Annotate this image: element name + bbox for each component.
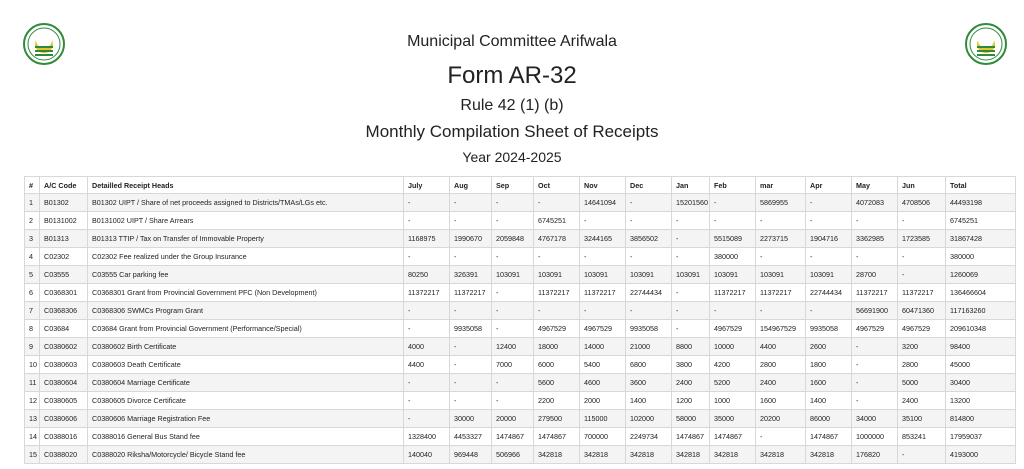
table-cell: - [852, 356, 898, 374]
table-cell: 7 [25, 302, 40, 320]
table-cell: 4767178 [534, 230, 580, 248]
table-cell: - [450, 194, 492, 212]
table-cell: - [492, 374, 534, 392]
table-cell: 2800 [898, 356, 946, 374]
table-cell: 342818 [806, 446, 852, 464]
table-cell: - [806, 248, 852, 266]
table-cell: 2273715 [756, 230, 806, 248]
table-row [25, 248, 1016, 266]
table-cell: 44493198 [946, 194, 1016, 212]
table-cell: 103091 [710, 266, 756, 284]
table-cell: 2200 [534, 392, 580, 410]
table-cell: B01313 TTIP / Tax on Transfer of Immovable Property [88, 230, 404, 248]
table-cell: 31867428 [946, 230, 1016, 248]
table-cell: C02302 [40, 248, 88, 266]
table-cell: 14 [25, 428, 40, 446]
table-cell: 209610348 [946, 320, 1016, 338]
table-cell: - [626, 248, 672, 266]
table-cell: 117163260 [946, 302, 1016, 320]
table-cell: 1400 [806, 392, 852, 410]
table-cell: 1800 [806, 356, 852, 374]
table-cell: 21000 [626, 338, 672, 356]
table-cell: 8 [25, 320, 40, 338]
table-row [25, 356, 1016, 374]
table-cell: 9 [25, 338, 40, 356]
table-cell: 3362985 [852, 230, 898, 248]
table-cell: 6 [25, 284, 40, 302]
table-cell: 1200 [672, 392, 710, 410]
table-cell: - [710, 302, 756, 320]
table-cell: - [404, 320, 450, 338]
table-cell: 969448 [450, 446, 492, 464]
table-cell: - [492, 392, 534, 410]
table-cell: 15 [25, 446, 40, 464]
table-cell: 7000 [492, 356, 534, 374]
table-cell: 9935058 [626, 320, 672, 338]
table-cell: 8800 [672, 338, 710, 356]
table-cell: - [492, 194, 534, 212]
table-cell: 103091 [626, 266, 672, 284]
table-cell: 102000 [626, 410, 672, 428]
table-row [25, 212, 1016, 230]
table-cell: 140040 [404, 446, 450, 464]
table-cell: - [852, 374, 898, 392]
table-cell: 5 [25, 266, 40, 284]
table-cell: 279500 [534, 410, 580, 428]
table-cell: 20200 [756, 410, 806, 428]
table-cell: 814800 [946, 410, 1016, 428]
table-cell: 342818 [626, 446, 672, 464]
table-cell: C03684 [40, 320, 88, 338]
table-cell: 5515089 [710, 230, 756, 248]
table-cell: 30400 [946, 374, 1016, 392]
table-cell: 35000 [710, 410, 756, 428]
table-cell: 10 [25, 356, 40, 374]
column-header: A/C Code [40, 177, 88, 194]
table-cell: 1400 [626, 392, 672, 410]
table-cell: - [898, 446, 946, 464]
table-cell: - [450, 248, 492, 266]
column-header: May [852, 177, 898, 194]
table-cell: C0388016 [40, 428, 88, 446]
table-cell: 4072083 [852, 194, 898, 212]
table-cell: 11372217 [580, 284, 626, 302]
table-cell: 5869955 [756, 194, 806, 212]
table-cell: 342818 [710, 446, 756, 464]
table-cell: 12 [25, 392, 40, 410]
table-cell: 103091 [534, 266, 580, 284]
table-cell: C0380602 Birth Certificate [88, 338, 404, 356]
table-cell: 34000 [852, 410, 898, 428]
table-row [25, 302, 1016, 320]
table-cell: - [626, 212, 672, 230]
table-cell: - [450, 212, 492, 230]
table-cell: 4 [25, 248, 40, 266]
table-cell: 342818 [672, 446, 710, 464]
table-cell: C0368301 Grant from Provincial Government PFC (Non Development) [88, 284, 404, 302]
table-cell: 11372217 [534, 284, 580, 302]
table-cell: 60471360 [898, 302, 946, 320]
table-cell: - [672, 230, 710, 248]
table-cell: 1000 [710, 392, 756, 410]
table-cell: C0380606 [40, 410, 88, 428]
table-cell: C0380603 [40, 356, 88, 374]
organization-title: Municipal Committee Arifwala [407, 33, 617, 50]
table-cell: - [580, 302, 626, 320]
table-cell: - [534, 302, 580, 320]
table-cell: 13 [25, 410, 40, 428]
column-header: mar [756, 177, 806, 194]
table-cell: 4400 [404, 356, 450, 374]
table-cell: C03555 [40, 266, 88, 284]
table-cell: 103091 [672, 266, 710, 284]
table-cell: 342818 [534, 446, 580, 464]
table-cell: 28700 [852, 266, 898, 284]
table-cell: - [404, 302, 450, 320]
table-cell: - [672, 248, 710, 266]
table-cell: 30000 [450, 410, 492, 428]
table-row [25, 284, 1016, 302]
table-cell: 11372217 [756, 284, 806, 302]
table-cell: - [672, 284, 710, 302]
table-cell: 342818 [756, 446, 806, 464]
table-cell: 4193000 [946, 446, 1016, 464]
table-cell: - [404, 374, 450, 392]
table-cell: 1474867 [672, 428, 710, 446]
table-cell: C03684 Grant from Provincial Government (Performance/Special) [88, 320, 404, 338]
table-cell: - [898, 266, 946, 284]
table-cell: - [756, 428, 806, 446]
column-header: Detailled Receipt Heads [88, 177, 404, 194]
table-cell: B01302 [40, 194, 88, 212]
table-cell: 4400 [756, 338, 806, 356]
table-row [25, 374, 1016, 392]
table-cell: 11 [25, 374, 40, 392]
column-header: Feb [710, 177, 756, 194]
table-cell: 9935058 [806, 320, 852, 338]
table-cell: - [450, 374, 492, 392]
table-cell: 4967529 [580, 320, 626, 338]
table-cell: - [450, 356, 492, 374]
table-cell: 853241 [898, 428, 946, 446]
table-cell: 6745251 [946, 212, 1016, 230]
table-cell: B0131002 UIPT / Share Arrears [88, 212, 404, 230]
table-row [25, 266, 1016, 284]
table-cell: 11372217 [898, 284, 946, 302]
table-cell: 14000 [580, 338, 626, 356]
table-cell: 58000 [672, 410, 710, 428]
table-cell: C0380603 Death Certificate [88, 356, 404, 374]
table-cell: 4200 [710, 356, 756, 374]
table-cell: 4967529 [534, 320, 580, 338]
table-cell: 11372217 [710, 284, 756, 302]
table-cell: - [492, 248, 534, 266]
column-header: # [25, 177, 40, 194]
form-title: Form AR-32 [447, 62, 577, 89]
table-cell: - [710, 212, 756, 230]
table-cell: C0380604 [40, 374, 88, 392]
column-header: Sep [492, 177, 534, 194]
table-cell: - [492, 320, 534, 338]
table-cell: 15201560 [672, 194, 710, 212]
table-cell: 22744434 [806, 284, 852, 302]
table-cell: 1600 [806, 374, 852, 392]
table-row [25, 410, 1016, 428]
rule-reference: Rule 42 (1) (b) [460, 97, 564, 114]
column-header: Oct [534, 177, 580, 194]
table-cell: - [756, 212, 806, 230]
table-cell: 380000 [946, 248, 1016, 266]
table-cell: C0380604 Marriage Certificate [88, 374, 404, 392]
table-row [25, 194, 1016, 212]
table-cell: 20000 [492, 410, 534, 428]
table-cell: 5600 [534, 374, 580, 392]
table-cell: 11372217 [852, 284, 898, 302]
table-cell: 86000 [806, 410, 852, 428]
table-cell: 9935058 [450, 320, 492, 338]
table-cell: 1600 [756, 392, 806, 410]
table-cell: 10000 [710, 338, 756, 356]
table-row [25, 428, 1016, 446]
table-cell: C0388020 [40, 446, 88, 464]
table-cell: 6745251 [534, 212, 580, 230]
column-header: Dec [626, 177, 672, 194]
table-cell: C0368301 [40, 284, 88, 302]
column-header: Nov [580, 177, 626, 194]
table-row [25, 230, 1016, 248]
table-cell: 2400 [756, 374, 806, 392]
table-cell: 1260069 [946, 266, 1016, 284]
table-cell: - [852, 392, 898, 410]
table-cell: 1723585 [898, 230, 946, 248]
table-cell: - [492, 284, 534, 302]
table-cell: - [450, 392, 492, 410]
table-cell: C0380606 Marriage Registration Fee [88, 410, 404, 428]
table-cell: 103091 [492, 266, 534, 284]
table-cell: 3600 [626, 374, 672, 392]
table-cell: 1904716 [806, 230, 852, 248]
table-cell: 3856502 [626, 230, 672, 248]
table-cell: - [852, 212, 898, 230]
table-cell: B01313 [40, 230, 88, 248]
table-cell: 5000 [898, 374, 946, 392]
table-cell: B01302 UIPT / Share of net proceeds assigned to Districts/TMAs/LGs etc. [88, 194, 404, 212]
table-cell: 11372217 [404, 284, 450, 302]
table-row [25, 338, 1016, 356]
table-cell: B0131002 [40, 212, 88, 230]
table-cell: 342818 [580, 446, 626, 464]
table-cell: C0380605 Divorce Certificate [88, 392, 404, 410]
table-cell: 98400 [946, 338, 1016, 356]
table-cell: 4453327 [450, 428, 492, 446]
table-cell: 12400 [492, 338, 534, 356]
column-header: Total [946, 177, 1016, 194]
table-cell: 1168975 [404, 230, 450, 248]
table-cell: - [580, 248, 626, 266]
table-cell: 2249734 [626, 428, 672, 446]
table-cell: 103091 [806, 266, 852, 284]
table-cell: - [404, 248, 450, 266]
table-cell: 4600 [580, 374, 626, 392]
table-cell: - [450, 302, 492, 320]
table-cell: - [898, 248, 946, 266]
column-header: Jan [672, 177, 710, 194]
column-header: Apr [806, 177, 852, 194]
table-cell: - [756, 248, 806, 266]
table-cell: 103091 [580, 266, 626, 284]
table-cell: 154967529 [756, 320, 806, 338]
table-row [25, 320, 1016, 338]
table-cell: - [534, 248, 580, 266]
table-cell: 1474867 [534, 428, 580, 446]
table-cell: 1474867 [710, 428, 756, 446]
table-cell: 45000 [946, 356, 1016, 374]
table-cell: 3 [25, 230, 40, 248]
table-cell: 1990670 [450, 230, 492, 248]
table-cell: 80250 [404, 266, 450, 284]
table-cell: - [672, 302, 710, 320]
table-cell: 380000 [710, 248, 756, 266]
sheet-title: Monthly Compilation Sheet of Receipts [365, 122, 659, 141]
table-cell: 1474867 [492, 428, 534, 446]
table-cell: 3800 [672, 356, 710, 374]
table-cell: C0388020 Riksha/Motorcycle/ Bicycle Stand fee [88, 446, 404, 464]
table-cell: 6800 [626, 356, 672, 374]
table-cell: - [492, 302, 534, 320]
table-cell: 176820 [852, 446, 898, 464]
table-cell: C03555 Car parking fee [88, 266, 404, 284]
table-cell: - [404, 212, 450, 230]
receipts-table [24, 176, 1016, 464]
table-cell: 56691900 [852, 302, 898, 320]
table-cell: 3200 [898, 338, 946, 356]
table-cell: 2800 [756, 356, 806, 374]
table-cell: - [898, 212, 946, 230]
table-cell: 4000 [404, 338, 450, 356]
table-cell: - [806, 302, 852, 320]
table-cell: C0388016 General Bus Stand fee [88, 428, 404, 446]
column-header: July [404, 177, 450, 194]
table-cell: 700000 [580, 428, 626, 446]
table-cell: - [492, 212, 534, 230]
column-header: Aug [450, 177, 492, 194]
table-cell: 2000 [580, 392, 626, 410]
table-cell: - [806, 194, 852, 212]
table-cell: 5400 [580, 356, 626, 374]
table-cell: 1000000 [852, 428, 898, 446]
table-cell: 115000 [580, 410, 626, 428]
table-cell: - [756, 302, 806, 320]
table-cell: - [404, 392, 450, 410]
fiscal-year: Year 2024-2025 [462, 149, 562, 165]
column-header: Jun [898, 177, 946, 194]
table-cell: 35100 [898, 410, 946, 428]
table-cell: 3244165 [580, 230, 626, 248]
table-cell: C0368306 SWMCs Program Grant [88, 302, 404, 320]
table-cell: 2600 [806, 338, 852, 356]
table-cell: - [852, 338, 898, 356]
table-cell: 2400 [672, 374, 710, 392]
table-cell: 13200 [946, 392, 1016, 410]
table-cell: 14641094 [580, 194, 626, 212]
table-row [25, 446, 1016, 464]
table-cell: 326391 [450, 266, 492, 284]
table-cell: - [852, 248, 898, 266]
table-cell: 2 [25, 212, 40, 230]
table-cell: - [710, 194, 756, 212]
table-cell: - [404, 194, 450, 212]
table-header-row [25, 177, 1016, 194]
table-cell: C0380602 [40, 338, 88, 356]
table-cell: 103091 [756, 266, 806, 284]
table-cell: 22744434 [626, 284, 672, 302]
table-cell: - [672, 212, 710, 230]
table-cell: C02302 Fee realized under the Group Insurance [88, 248, 404, 266]
table-cell: - [626, 302, 672, 320]
table-cell: C0368306 [40, 302, 88, 320]
table-cell: 1474867 [806, 428, 852, 446]
table-cell: 506966 [492, 446, 534, 464]
table-cell: 4967529 [710, 320, 756, 338]
table-cell: 17959037 [946, 428, 1016, 446]
table-cell: - [534, 194, 580, 212]
table-cell: 2059848 [492, 230, 534, 248]
table-cell: - [580, 212, 626, 230]
table-cell: 6000 [534, 356, 580, 374]
table-cell: - [626, 194, 672, 212]
table-cell: 4967529 [898, 320, 946, 338]
table-cell: 18000 [534, 338, 580, 356]
table-cell: 1328400 [404, 428, 450, 446]
table-cell: C0380605 [40, 392, 88, 410]
table-cell: - [672, 320, 710, 338]
table-cell: 5200 [710, 374, 756, 392]
table-cell: 136466604 [946, 284, 1016, 302]
table-cell: - [404, 410, 450, 428]
table-cell: 4967529 [852, 320, 898, 338]
table-cell: 4708506 [898, 194, 946, 212]
table-cell: 1 [25, 194, 40, 212]
table-cell: - [806, 212, 852, 230]
table-cell: 11372217 [450, 284, 492, 302]
table-row [25, 392, 1016, 410]
table-cell: - [450, 338, 492, 356]
table-cell: 2400 [898, 392, 946, 410]
